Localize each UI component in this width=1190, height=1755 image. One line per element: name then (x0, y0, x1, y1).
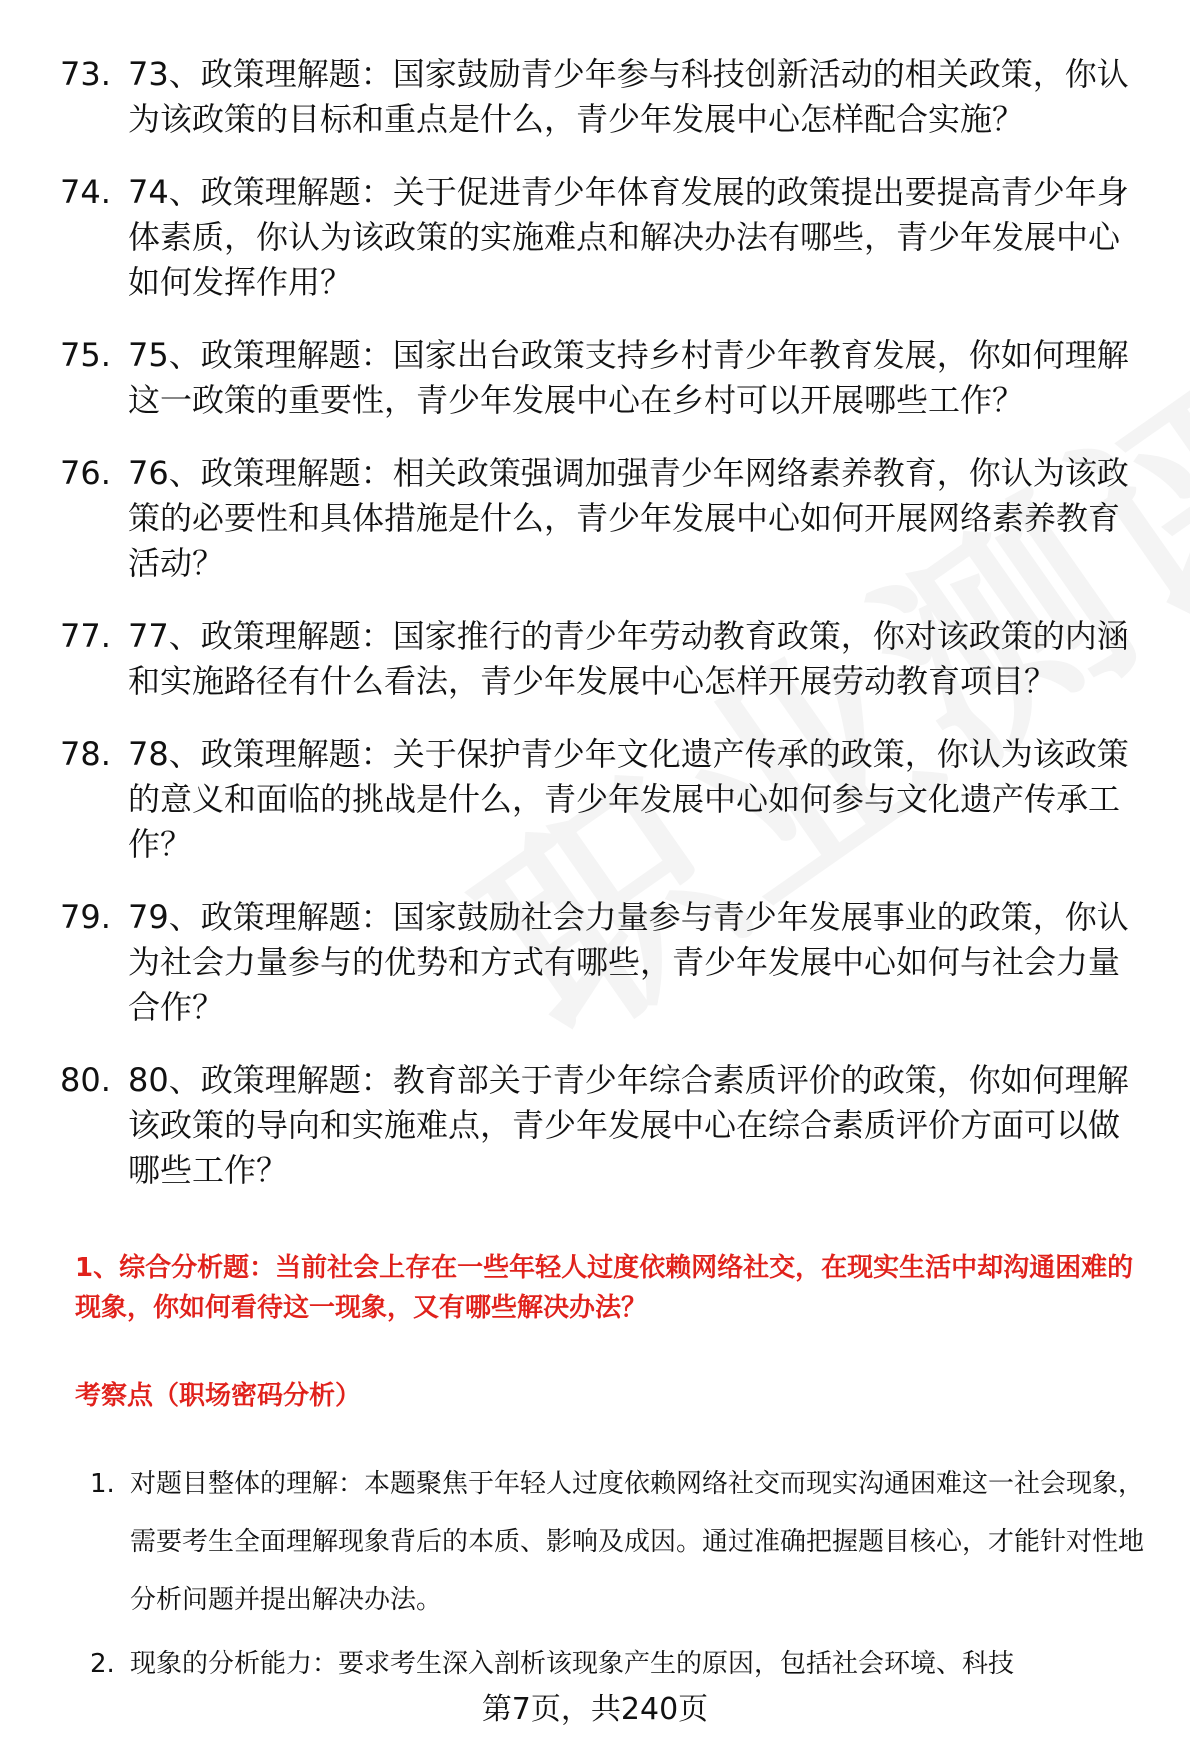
question-text: 77、政策理解题：国家推行的青少年劳动教育政策，你对该政策的内涵和实施路径有什么看法，青少年发展中心怎样开展劳动教育项目？ (128, 617, 1129, 700)
question-number: 76. (60, 454, 111, 492)
question-text: 79、政策理解题：国家鼓励社会力量参与青少年发展事业的政策，你认为社会力量参与的优势和方式有哪些，青少年发展中心如何与社会力量合作？ (128, 898, 1129, 1026)
question-number: 75. (60, 336, 111, 374)
question-item (60, 333, 1150, 423)
question-item (60, 732, 1150, 867)
question-number: 77. (60, 617, 111, 655)
page-footer: 第7页，共240页 (481, 1692, 709, 1727)
question-text: 80、政策理解题：教育部关于青少年综合素质评价的政策，你如何理解该政策的导向和实施难点，青少年发展中心在综合素质评价方面可以做哪些工作？ (128, 1061, 1129, 1189)
question-item (60, 170, 1150, 305)
analysis-point (90, 1455, 1160, 1629)
point-number: 2. (90, 1649, 115, 1679)
question-text: 78、政策理解题：关于保护青少年文化遗产传承的政策，你认为该政策的意义和面临的挑战是什么，青少年发展中心如何参与文化遗产传承工作？ (128, 735, 1129, 863)
analysis-point-list (90, 1455, 1160, 1699)
question-number: 74. (60, 173, 111, 211)
focus-heading: 考察点（职场密码分析） (75, 1381, 362, 1411)
question-list (60, 52, 1150, 1221)
point-text: 现象的分析能力：要求考生深入剖析该现象产生的原因，包括社会环境、科技 (130, 1649, 1015, 1679)
question-item (60, 614, 1150, 704)
question-number: 78. (60, 735, 111, 773)
question-item (60, 895, 1150, 1030)
analysis-question-title: 1、综合分析题：当前社会上存在一些年轻人过度依赖网络社交，在现实生活中却沟通困难的现象，你如何看待这一现象，又有哪些解决办法？ (75, 1253, 1134, 1323)
question-item (60, 52, 1150, 142)
question-text: 76、政策理解题：相关政策强调加强青少年网络素养教育，你认为该政策的必要性和具体措施是什么，青少年发展中心如何开展网络素养教育活动？ (128, 454, 1129, 582)
question-number: 79. (60, 898, 111, 936)
question-text: 75、政策理解题：国家出台政策支持乡村青少年教育发展，你如何理解这一政策的重要性，青少年发展中心在乡村可以开展哪些工作？ (128, 336, 1129, 419)
question-item (60, 1058, 1150, 1193)
question-number: 80. (60, 1061, 111, 1099)
question-text: 74、政策理解题：关于促进青少年体育发展的政策提出要提高青少年身体素质，你认为该政策的实施难点和解决办法有哪些，青少年发展中心如何发挥作用？ (128, 173, 1129, 301)
analysis-point (90, 1635, 1160, 1693)
question-item (60, 451, 1150, 586)
point-number: 1. (90, 1469, 115, 1499)
point-text: 对题目整体的理解：本题聚焦于年轻人过度依赖网络社交而现实沟通困难这一社会现象，需要考生全面理解现象背后的本质、影响及成因。通过准确把握题目核心，才能针对性地分析问题并提出解决办法。 (130, 1469, 1145, 1615)
question-text: 73、政策理解题：国家鼓励青少年参与科技创新活动的相关政策，你认为该政策的目标和重点是什么，青少年发展中心怎样配合实施？ (128, 55, 1129, 138)
question-number: 73. (60, 55, 111, 93)
